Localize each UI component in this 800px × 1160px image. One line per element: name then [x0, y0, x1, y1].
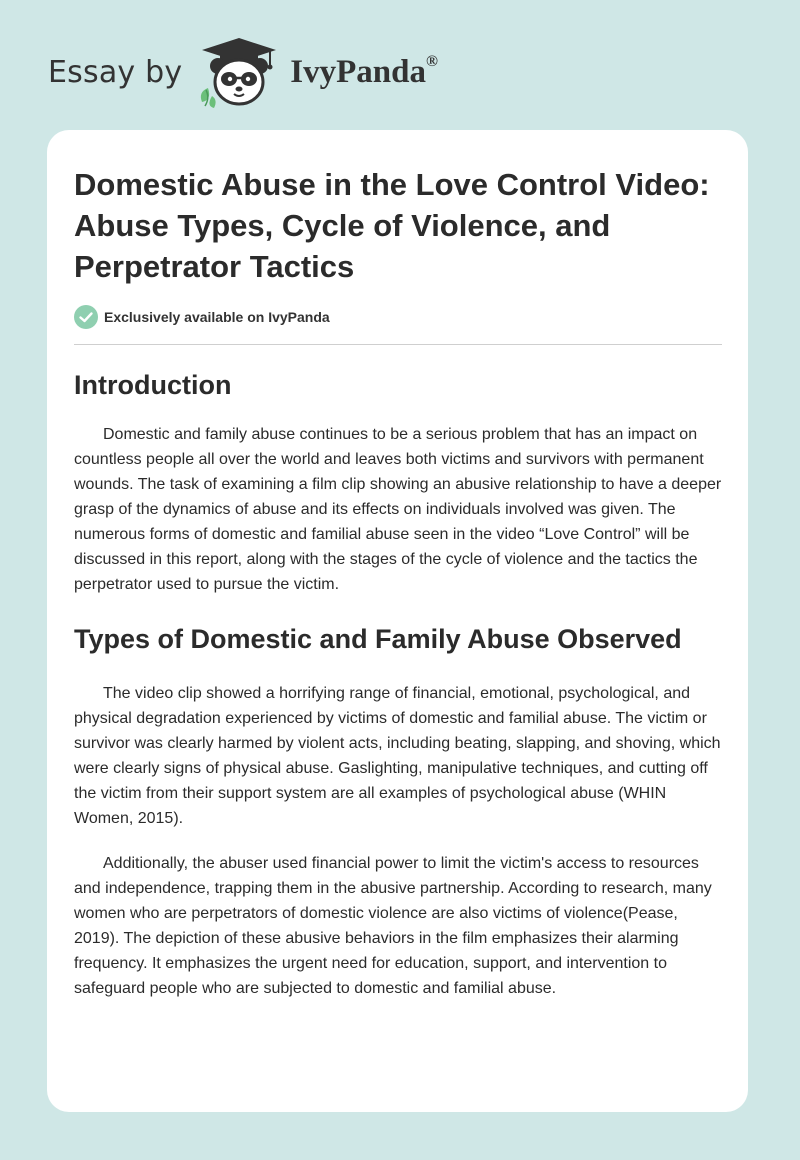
paragraph-types-1: The video clip showed a horrifying range of financial, emotional, psychological, and physical degradation experienced by victims of domestic and familial abuse. The victim or survivor was clearly harmed by violent acts, including beating, slapping, and shoving, which were clearly signs of physical abuse. Gaslighting, manipulative techniques, and cutting off the victim from their support system are all examples of psychological abuse (WHIN Women, 2015). [74, 685, 721, 827]
site-header [48, 36, 438, 108]
exclusive-badge [74, 304, 722, 330]
panda-logo-icon[interactable] [196, 36, 282, 108]
article-title: Domestic Abuse in the Love Control Video: Abuse Types, Cycle of Violence, and Perpetrator Tactics [74, 167, 710, 284]
section-heading-types-of-abuse: Types of Domestic and Family Abuse Observed [74, 624, 682, 654]
exclusive-label: Exclusively available on IvyPanda [104, 309, 330, 325]
section-heading-introduction: Introduction [74, 370, 232, 400]
registered-mark: ® [426, 52, 438, 70]
essay-by-label: Essay by [48, 54, 183, 90]
paragraph-introduction: Domestic and family abuse continues to be a serious problem that has an impact on countless people all over the world and leaves both victims and survivors with permanent wounds. The task of examining a film clip showing an abusive relationship to have a deeper grasp of the dynamics of abuse and its effects on individuals involved was given. The numerous forms of domestic and familial abuse seen in the video “Love Control” will be discussed in this report, along with the stages of the cycle of violence and the tactics the perpetrator used to pursue the victim. [74, 426, 722, 593]
article-card [47, 130, 748, 1112]
paragraph-types-2: Additionally, the abuser used financial power to limit the victim's access to resources and independence, trapping them in the abusive partnership. According to research, many women who are perpetrators of domestic violence are also victims of violence(Pease, 2019). The depiction of these abusive behaviors in the film emphasizes their alarming frequency. It emphasizes the urgent need for education, support, and intervention to safeguard people who are subjected to domestic and familial abuse. [74, 855, 712, 997]
check-circle-icon [74, 305, 98, 329]
divider [74, 344, 722, 345]
brand-name[interactable]: IvyPanda® [290, 52, 438, 90]
